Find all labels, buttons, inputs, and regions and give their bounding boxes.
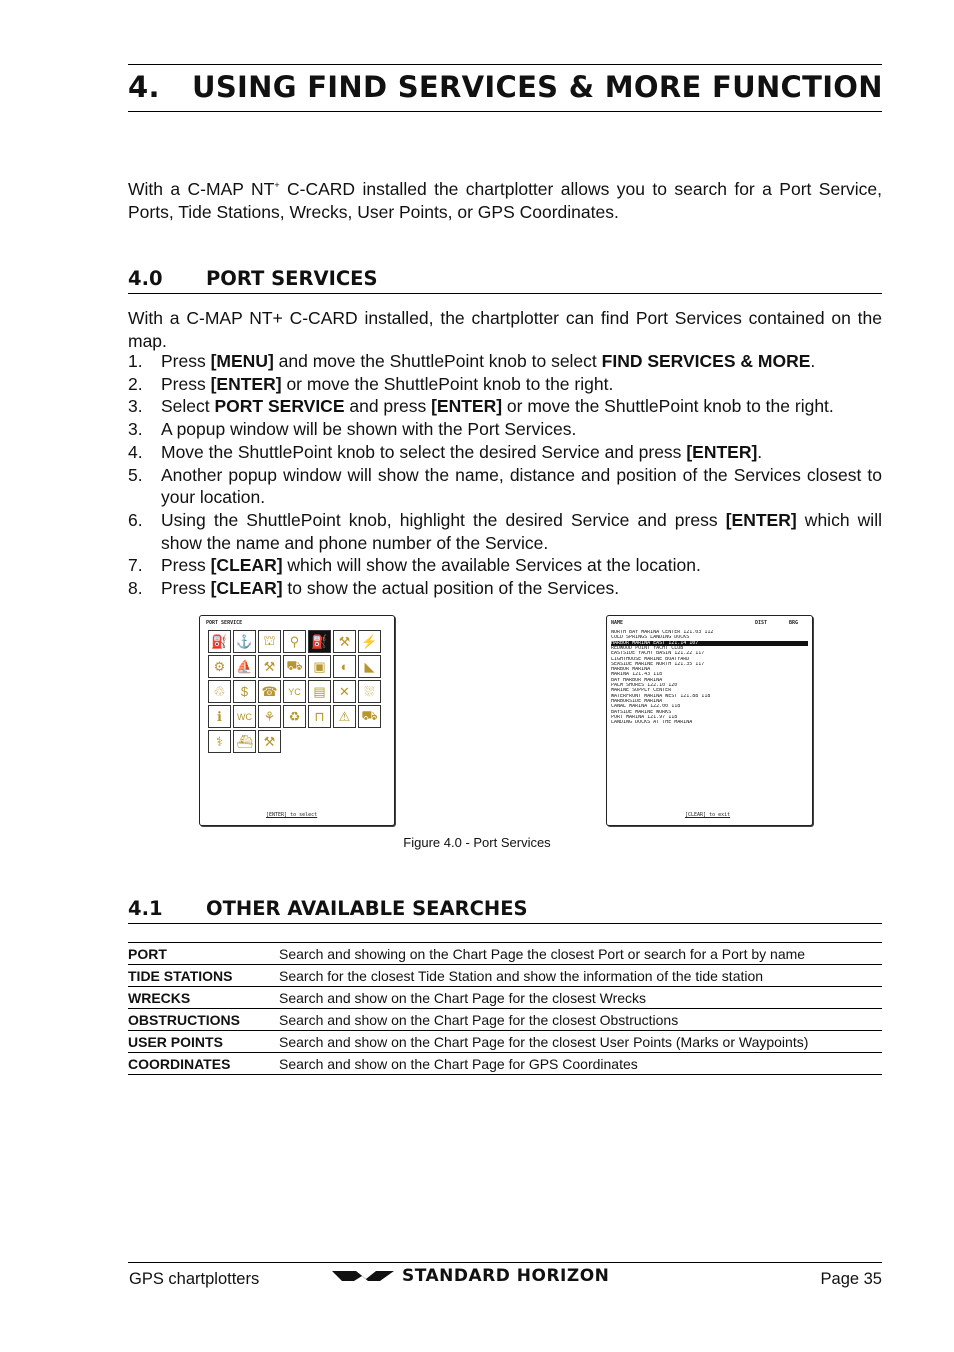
port-service-screen (199, 615, 395, 826)
footer-rule (128, 1262, 882, 1263)
step-text: . (757, 441, 763, 462)
step-item (128, 418, 882, 441)
mechanic-icon[interactable]: ⚒ (258, 655, 281, 678)
table-row (128, 1031, 882, 1053)
list-item[interactable]: MARINE SUPPLY CENTER (611, 688, 672, 694)
footer-left: GPS chartplotters (129, 1270, 260, 1288)
restaurant-icon[interactable]: ✕ (333, 680, 356, 703)
step-number: 5. (128, 464, 143, 485)
fuel-pump-icon[interactable]: ⛽ (308, 630, 331, 653)
doctor-icon[interactable]: ⚕ (208, 730, 231, 753)
section-rule (128, 293, 882, 294)
info-icon[interactable]: ℹ (208, 705, 231, 728)
step-text: . (810, 351, 816, 371)
rubbish-icon[interactable]: ♻ (283, 705, 306, 728)
truck-icon[interactable]: ⛟ (358, 705, 381, 728)
list-item[interactable]: HARBOR MARINA (611, 667, 651, 673)
step-item (128, 441, 882, 464)
wc-icon[interactable]: WC (233, 705, 256, 728)
bank-icon[interactable]: $ (233, 680, 256, 703)
section-heading-port-services (128, 267, 378, 290)
list-item[interactable]: BAY HARBOR MARINA (611, 677, 663, 683)
slipway-icon[interactable]: ◣ (358, 655, 381, 678)
step-number: 2. (128, 373, 143, 394)
bus-icon[interactable]: ▤ (308, 680, 331, 703)
step-key-label: [CLEAR] (210, 555, 283, 576)
car-icon[interactable]: ⛟ (283, 655, 306, 678)
table-row (128, 987, 882, 1009)
step-text: Press (161, 351, 211, 371)
table-row (128, 965, 882, 987)
list-item[interactable]: HARBOR MARINA EAST 121.14 107 (611, 641, 808, 646)
step-text: Select (161, 396, 215, 417)
section-rule (128, 923, 882, 924)
page-number: Page 35 (820, 1270, 882, 1288)
step-number: 4. (128, 441, 143, 462)
list-item[interactable]: HARBORSIDE MARINA (611, 698, 663, 704)
step-number: 1. (128, 351, 143, 371)
buoy-icon[interactable]: ◐ (333, 655, 356, 678)
list-footer: [CLEAR] to exit (685, 812, 731, 818)
fuel-icon[interactable]: ⛽ (208, 630, 231, 653)
searches-table (128, 942, 882, 1075)
phone-icon[interactable]: ☎ (258, 680, 281, 703)
search-type: WRECKS (128, 987, 279, 1009)
step-text: A popup window will be shown with the Port Services. (161, 419, 577, 440)
step-key-label: [ENTER] (725, 509, 797, 530)
intro-text-b: C-CARD installed the chartplotter allows you to search for a Port Service, Ports, Tide Stations, Wrecks, User Points, or GPS Coordinates. (128, 178, 882, 222)
list-item[interactable]: SEASIDE MARINE NORTH 121.35 117 (611, 661, 705, 667)
search-description: Search and show on the Chart Page for the closest Obstructions (279, 1009, 882, 1031)
shop-icon[interactable]: ▣ (308, 655, 331, 678)
step-text: Another popup window will show the name, distance and position of the Services closest to your location. (161, 464, 882, 508)
search-description: Search and show on the Chart Page for GPS Coordinates (279, 1053, 882, 1075)
table-row (128, 1053, 882, 1075)
section-title: PORT SERVICES (206, 267, 378, 290)
yacht-club-icon[interactable]: YC (283, 680, 306, 703)
step-key-label: [ENTER] (210, 373, 282, 394)
search-type: COORDINATES (128, 1053, 279, 1075)
step-key-label: [MENU] (210, 351, 274, 371)
step-item (128, 373, 882, 396)
search-description: Search and showing on the Chart Page the closest Port or search for a Port by name (279, 943, 882, 965)
search-description: Search and show on the Chart Page for the closest User Points (Marks or Waypoints) (279, 1031, 882, 1053)
list-item[interactable]: PALM SHORES 122.10 120 (611, 683, 678, 688)
step-item (128, 554, 882, 577)
list-item[interactable]: REDWOOD POINT YACHT CLUB (611, 645, 684, 651)
tools-icon[interactable]: ⚒ (258, 730, 281, 753)
step-item (128, 350, 882, 373)
tap-icon[interactable]: ⚲ (283, 630, 306, 653)
boat-lift-icon[interactable]: ⚒ (333, 630, 356, 653)
section-number: 4.1 (128, 897, 163, 920)
crane-icon[interactable]: ⛫ (258, 630, 281, 653)
search-description: Search and show on the Chart Page for the closest Wrecks (279, 987, 882, 1009)
service-icon-grid (208, 630, 381, 753)
section-number: 4.0 (128, 267, 163, 290)
list-header-name: NAME (611, 620, 624, 626)
list-item[interactable]: LIGHTHOUSE MARINE BOATYARD (611, 656, 690, 662)
step-item (128, 395, 882, 418)
section-heading-other-searches (128, 897, 528, 920)
figure-caption: Figure 4.0 - Port Services (403, 835, 551, 850)
intro-text-a: With a C-MAP NT (128, 178, 275, 199)
step-number: 6. (128, 509, 143, 530)
shower-icon[interactable]: ⛆ (358, 680, 381, 703)
search-type: USER POINTS (128, 1031, 279, 1053)
step-text: Press (161, 555, 211, 576)
chapter-rule (128, 111, 882, 112)
port-services-lead: With a C-MAP NT+ C-CARD installed, the chartplotter can find Port Services contained on the map. (128, 308, 882, 351)
top-rule (128, 64, 882, 65)
step-key-label: PORT SERVICE (214, 396, 345, 417)
intro-paragraph (128, 174, 882, 224)
step-text: which will show the available Services at the location. (282, 555, 701, 576)
brand-logo (332, 1266, 609, 1286)
list-item[interactable]: EASTSIDE YACHT BASIN 121.22 117 (611, 651, 705, 657)
table-row (128, 1009, 882, 1031)
list-item[interactable]: LANDING DOCKS AT THE MARINA (611, 720, 693, 726)
list-header-dist: DIST (755, 620, 768, 626)
step-item (128, 509, 882, 554)
laundry-icon[interactable]: ♲ (208, 680, 231, 703)
screen-header: PORT SERVICE (206, 620, 243, 626)
step-text: or move the ShuttlePoint knob to the right. (281, 373, 614, 394)
step-text: which will show the name and phone number of the Service. (161, 509, 882, 553)
list-item[interactable]: BAYSIDE MARINE WORKS (611, 709, 672, 715)
search-type: OBSTRUCTIONS (128, 1009, 279, 1031)
electric-icon[interactable]: ⚡ (358, 630, 381, 653)
hook-icon[interactable]: ⚘ (258, 705, 281, 728)
step-text: or move the ShuttlePoint knob to the right. (502, 396, 834, 417)
sail-icon[interactable]: ⛵ (233, 655, 256, 678)
step-text: Press (161, 578, 211, 599)
list-item[interactable]: COLD SPRINGS LANDING DOCKS (611, 635, 690, 641)
step-text: Move the ShuttlePoint knob to select the desired Service and press (161, 441, 687, 462)
list-item[interactable]: CANAL MARINA 122.00 118 (611, 704, 681, 710)
chapter-title (128, 70, 882, 104)
step-key-label: FIND SERVICES & MORE (601, 351, 811, 371)
brand-name: STANDARD HORIZON (402, 1266, 610, 1286)
step-item (128, 577, 882, 600)
step-text: Press (161, 373, 211, 394)
pier-icon[interactable]: ⊓ (308, 705, 331, 728)
step-key-label: [CLEAR] (210, 578, 283, 599)
search-description: Search for the closest Tide Station and show the information of the tide station (279, 965, 882, 987)
step-number: 7. (128, 555, 143, 576)
intro-sup: + (274, 180, 280, 190)
list-item[interactable]: MARINA 121.43 118 (611, 672, 663, 678)
step-item (128, 464, 882, 509)
anchor-icon[interactable]: ⚓ (233, 630, 256, 653)
ferry-icon[interactable]: ⛴ (233, 730, 256, 753)
section-title: OTHER AVAILABLE SEARCHES (206, 897, 528, 920)
step-key-label: [ENTER] (431, 396, 503, 417)
step-text: Using the ShuttlePoint knob, highlight the desired Service and press (161, 509, 726, 530)
list-item[interactable]: PORT MARINA 121.97 118 (611, 714, 678, 720)
step-key-label: [ENTER] (686, 441, 758, 462)
services-list-screen (606, 615, 813, 826)
steps-list (128, 350, 882, 600)
list-header-brg: BRG (789, 620, 799, 626)
search-type: TIDE STATIONS (128, 965, 279, 987)
search-type: PORT (128, 943, 279, 965)
step-text: and move the ShuttlePoint knob to select (273, 351, 602, 371)
chapter-title-text: USING FIND SERVICES & MORE FUNCTION (192, 70, 883, 104)
screen-footer: [ENTER] to select (266, 812, 318, 818)
hoist-icon[interactable]: ⚠ (333, 705, 356, 728)
engine-icon[interactable]: ⚙ (208, 655, 231, 678)
step-number: 3. (128, 419, 143, 440)
brand-swoosh-icon (332, 1268, 394, 1284)
step-number: 3. (128, 396, 143, 417)
step-text: to show the actual position of the Services. (282, 578, 620, 599)
table-row (128, 943, 882, 965)
list-item[interactable]: NORTH BAY MARINA CENTER 121.03 112 (611, 630, 714, 635)
list-item[interactable]: WATERFRONT MARINA WEST 121.88 118 (611, 693, 711, 699)
step-number: 8. (128, 578, 143, 599)
chapter-number: 4. (128, 70, 160, 104)
step-text: and press (344, 396, 432, 417)
